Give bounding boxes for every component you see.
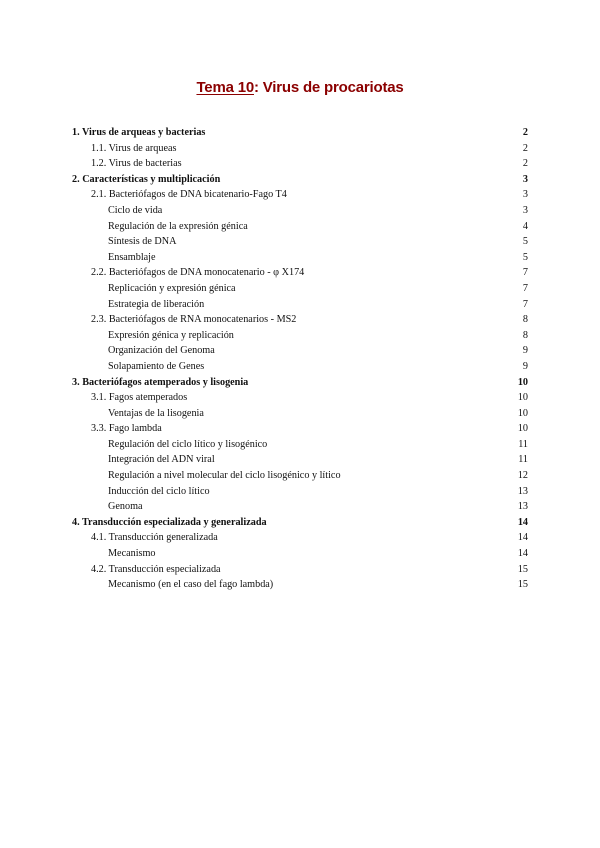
toc-entry-label: Estrategia de liberación xyxy=(108,298,205,310)
toc-entry[interactable] xyxy=(72,250,528,266)
toc-entry-page: 10 xyxy=(517,376,528,388)
toc-entry-page: 14 xyxy=(517,532,528,544)
toc-entry[interactable] xyxy=(72,156,528,172)
toc-entry-label: 2. Características y multiplicación xyxy=(72,173,221,185)
toc-entry-label: Mecanismo (en el caso del fago lambda) xyxy=(108,579,274,591)
toc-entry-page: 10 xyxy=(517,423,528,435)
toc-entry-label: 4. Transducción especializada y generalizada xyxy=(72,516,267,528)
toc-entry[interactable] xyxy=(72,452,528,468)
toc-entry-label: Ciclo de vida xyxy=(108,204,163,216)
toc-entry-page: 2 xyxy=(522,127,528,138)
toc-entry[interactable] xyxy=(72,406,528,422)
toc-entry-label: 1. Virus de arqueas y bacterias xyxy=(72,127,206,138)
toc-entry-label: Replicación y expresión génica xyxy=(108,282,236,294)
toc-entry-label: Organización del Genoma xyxy=(108,345,215,357)
toc-entry[interactable] xyxy=(72,515,528,531)
toc-entry[interactable] xyxy=(72,546,528,562)
toc-entry-page: 9 xyxy=(522,345,528,357)
toc-entry-page: 12 xyxy=(517,470,528,482)
toc-entry-page: 8 xyxy=(522,329,528,341)
toc-entry-label: Mecanismo xyxy=(108,548,156,560)
toc-entry[interactable] xyxy=(72,312,528,328)
toc-entry-label: Integración del ADN viral xyxy=(108,454,215,466)
toc-entry[interactable] xyxy=(72,468,528,484)
toc-entry[interactable] xyxy=(72,328,528,344)
toc-entry-page: 13 xyxy=(517,485,528,497)
toc-entry[interactable] xyxy=(72,187,528,203)
toc-entry[interactable] xyxy=(72,484,528,500)
toc-entry-page: 3 xyxy=(522,189,528,201)
toc-entry[interactable] xyxy=(72,172,528,188)
toc-entry-label: Ventajas de la lisogenia xyxy=(108,407,204,419)
toc-entry[interactable] xyxy=(72,530,528,546)
toc-entry[interactable] xyxy=(72,203,528,219)
toc-entry[interactable] xyxy=(72,359,528,375)
toc-entry-label: Regulación a nivel molecular del ciclo lisogénico y lítico xyxy=(108,470,341,482)
toc-entry[interactable] xyxy=(72,234,528,250)
title-topic-number: Tema 10 xyxy=(196,79,254,96)
toc-entry-page: 7 xyxy=(522,282,528,294)
toc-entry-page: 5 xyxy=(522,236,528,248)
toc-entry-page: 13 xyxy=(517,501,528,513)
toc-entry-page: 14 xyxy=(517,516,528,528)
toc-entry-label: 1.2. Virus de bacterias xyxy=(91,158,182,170)
toc-entry-page: 10 xyxy=(517,407,528,419)
toc-entry-label: 3.3. Fago lambda xyxy=(91,423,162,435)
toc-entry-page: 3 xyxy=(522,204,528,216)
toc-entry[interactable] xyxy=(72,421,528,437)
toc-entry-page: 8 xyxy=(522,314,528,326)
toc-entry-page: 9 xyxy=(522,360,528,372)
toc-entry[interactable] xyxy=(72,437,528,453)
toc-entry-label: 2.1. Bacteriófagos de DNA bicatenario-Fago T4 xyxy=(91,189,287,201)
toc-entry[interactable] xyxy=(72,390,528,406)
toc-entry-label: 4.1. Transducción generalizada xyxy=(91,532,218,544)
toc-entry-label: Inducción del ciclo lítico xyxy=(108,485,210,497)
toc-entry-label: 2.2. Bacteriófagos de DNA monocatenario - φ X174 xyxy=(91,267,305,279)
page-title xyxy=(0,79,600,96)
toc-entry-label: Expresión génica y replicación xyxy=(108,329,234,341)
toc-entry-label: Ensamblaje xyxy=(108,251,156,263)
toc-entry[interactable] xyxy=(72,281,528,297)
toc-entry-page: 4 xyxy=(522,220,528,232)
title-topic-name: : Virus de procariotas xyxy=(253,79,404,96)
toc-entry-label: Genoma xyxy=(108,501,143,513)
toc-entry-page: 11 xyxy=(518,438,528,450)
toc-entry[interactable] xyxy=(72,577,528,593)
toc-entry[interactable] xyxy=(72,375,528,391)
toc-entry-page: 2 xyxy=(522,158,528,170)
toc-entry-page: 7 xyxy=(522,267,528,279)
toc-entry[interactable] xyxy=(72,562,528,578)
toc-entry-label: 3.1. Fagos atemperados xyxy=(91,392,188,404)
table-of-contents xyxy=(72,125,528,593)
toc-entry-label: 1.1. Virus de arqueas xyxy=(91,142,177,154)
toc-entry-page: 3 xyxy=(522,173,528,185)
toc-entry[interactable] xyxy=(72,297,528,313)
toc-entry[interactable] xyxy=(72,499,528,515)
toc-entry-page: 15 xyxy=(517,579,528,591)
toc-entry[interactable] xyxy=(72,125,528,141)
toc-entry[interactable] xyxy=(72,219,528,235)
toc-entry-page: 15 xyxy=(517,563,528,575)
toc-entry-label: Regulación del ciclo lítico y lisogénico xyxy=(108,438,268,450)
toc-entry-label: Regulación de la expresión génica xyxy=(108,220,248,232)
toc-entry-page: 11 xyxy=(518,454,528,466)
toc-entry-page: 7 xyxy=(522,298,528,310)
toc-entry-label: 2.3. Bacteriófagos de RNA monocatenarios - MS2 xyxy=(91,314,297,326)
toc-entry-page: 5 xyxy=(522,251,528,263)
toc-entry[interactable] xyxy=(72,141,528,157)
toc-entry[interactable] xyxy=(72,343,528,359)
toc-entry-label: 4.2. Transducción especializada xyxy=(91,563,221,575)
toc-entry-label: 3. Bacteriófagos atemperados y lisogenia xyxy=(72,376,249,388)
toc-entry[interactable] xyxy=(72,265,528,281)
toc-entry-label: Síntesis de DNA xyxy=(108,236,177,248)
toc-entry-page: 10 xyxy=(517,392,528,404)
toc-entry-page: 14 xyxy=(517,548,528,560)
toc-entry-page: 2 xyxy=(522,142,528,154)
toc-entry-label: Solapamiento de Genes xyxy=(108,360,205,372)
